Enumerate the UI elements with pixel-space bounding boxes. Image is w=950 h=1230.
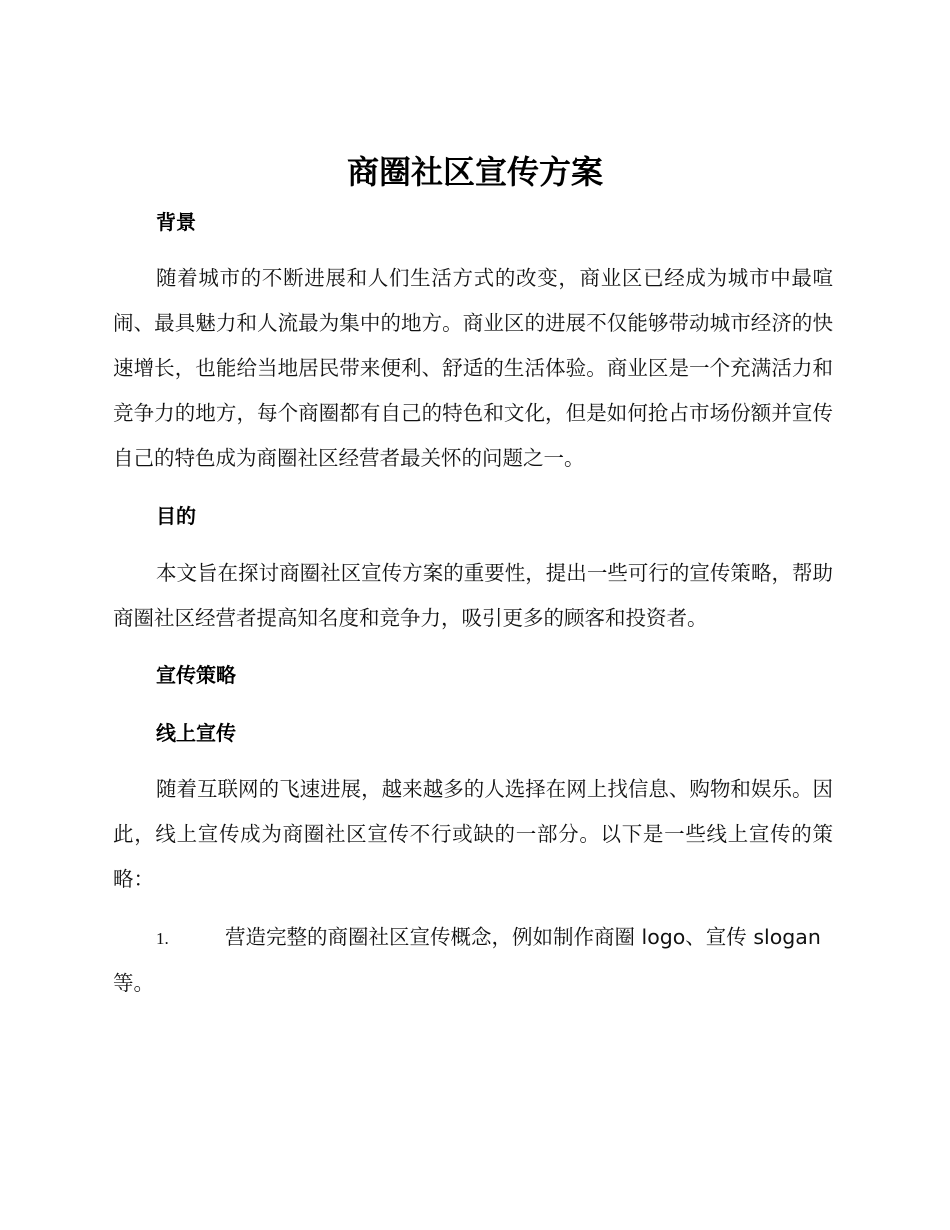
list-item-text: 营造完整的商圈社区宣传概念，例如制作商圈 logo、宣传 slogan 等。 — [113, 925, 821, 995]
heading-background: 背景 — [156, 210, 196, 234]
list-item — [113, 915, 833, 1006]
paragraph-purpose: 本文旨在探讨商圈社区宣传方案的重要性，提出一些可行的宣传策略，帮助商圈社区经营者提高知名度和竞争力，吸引更多的顾客和投资者。 — [113, 561, 833, 630]
heading-strategy: 宣传策略 — [156, 663, 236, 687]
document-title: 商圈社区宣传方案 — [346, 153, 603, 191]
list-item-number: 1. — [156, 929, 169, 948]
paragraph-online: 随着互联网的飞速进展，越来越多的人选择在网上找信息、购物和娱乐。因此，线上宣传成为商圈社区宣传不行或缺的一部分。以下是一些线上宣传的策略： — [113, 777, 833, 891]
paragraph-background: 随着城市的不断进展和人们生活方式的改变，商业区已经成为城市中最喧闹、最具魅力和人流最为集中的地方。商业区的进展不仅能够带动城市经济的快速增长，也能给当地居民带来便利、舒适的生活体验。商业区是一个充满活力和竞争力的地方，每个商圈都有自己的特色和文化，但是如何抢占市场份额并宣传自己的特色成为商圈社区经营者最关怀的问题之一。 — [113, 266, 833, 470]
heading-purpose: 目的 — [156, 504, 196, 528]
heading-online: 线上宣传 — [156, 721, 236, 745]
